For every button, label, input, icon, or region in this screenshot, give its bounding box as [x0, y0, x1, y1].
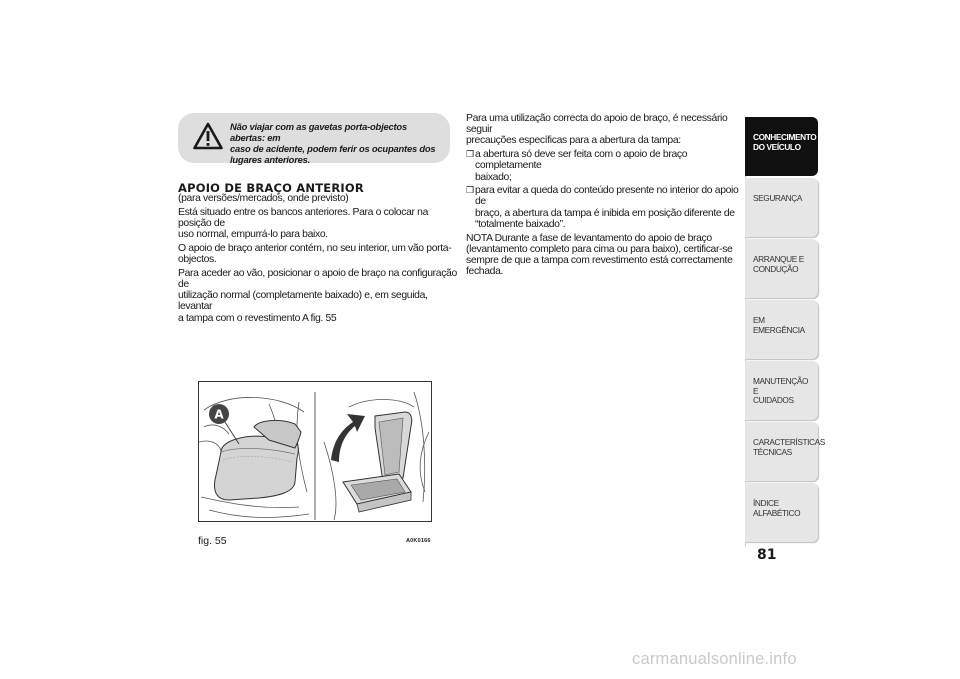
text-line: (para versões/mercados, onde previsto) [178, 193, 349, 204]
tab-label [753, 255, 815, 274]
tab-label-line: CARACTERÍSTICAS [753, 437, 825, 447]
text-line: braço, a abertura da tampa é inibida em posição diferente de [475, 207, 735, 219]
warning-text [230, 121, 444, 165]
tab-label [753, 316, 815, 335]
tab-label [753, 194, 815, 204]
warning-box [178, 113, 450, 163]
watermark: carmanualsonline.info [632, 650, 797, 668]
text-line: uso normal, empurrá-lo para baixo. [178, 229, 328, 241]
tab-label-line: CUIDADOS [753, 395, 794, 405]
tab-label-line: EM EMERGÊNCIA [753, 315, 805, 335]
tab-caracteristicas-tecnicas[interactable] [745, 422, 825, 481]
text-line: Para uma utilização correcta do apoio de braço, é necessário seguir [466, 113, 728, 136]
bullet-item [466, 149, 748, 183]
warning-triangle-icon [193, 122, 223, 150]
tab-label-line: TÉCNICAS [753, 446, 792, 457]
paragraph-access [178, 268, 458, 324]
text-line: NOTA Durante a fase de levantamento do apoio de braço [466, 232, 712, 244]
tab-label-line: CONHECIMENTO [753, 132, 817, 142]
tab-label-line: CONDUÇÃO [753, 263, 799, 274]
tab-em-emergencia[interactable] [745, 300, 818, 359]
text-line: sempre de que a tampa com revestimento está correctamente fechada. [466, 254, 733, 278]
tab-manutencao-e-cuidados[interactable] [745, 361, 818, 420]
text-line: utilização normal (completamente baixado) e, em seguida, levantar [178, 290, 428, 313]
tab-label-line: ÍNDICE ALFABÉTICO [753, 498, 801, 518]
text-line: a tampa com o revestimento A fig. 55 [178, 312, 337, 324]
warning-line: lugares anteriores. [230, 154, 311, 165]
figure-caption: fig. 55 [198, 535, 227, 547]
bullet-item [466, 185, 748, 230]
tab-label [753, 377, 815, 406]
tab-label-line: ARRANQUE E [753, 254, 804, 264]
text-line: “totalmente baixado”. [475, 218, 566, 230]
tab-label [753, 133, 815, 152]
paragraph-availability [178, 193, 458, 204]
text-line: para evitar a queda do conteúdo presente no interior do apoio de [475, 185, 739, 208]
figure-code: A0K0166 [406, 538, 431, 544]
text-line: baixado; [475, 171, 512, 183]
warning-line: Não viajar com as gavetas porta-objectos abertas: em [230, 121, 407, 143]
text-line: precauções específicas para a abertura da tampa: [466, 135, 681, 147]
text-line: a abertura só deve ser feita com o apoio de braço completamente [475, 149, 688, 172]
tab-label [753, 437, 825, 457]
figure-55 [198, 381, 432, 522]
right-column [466, 113, 748, 280]
lift-arrow-icon [331, 414, 365, 462]
text-line: O apoio de braço anterior contém, no seu interior, um vão porta- [178, 242, 452, 254]
text-line: objectos. [178, 254, 217, 266]
paragraph-intro [466, 113, 748, 147]
tab-seguranca[interactable] [745, 178, 818, 237]
left-column [178, 193, 458, 326]
tab-conhecimento-do-veiculo[interactable] [745, 117, 818, 176]
tab-arranque-e-conducao[interactable] [745, 239, 818, 298]
bullet-checkbox-icon: ❒ [466, 185, 474, 196]
text-line: Para aceder ao vão, posicionar o apoio de braço na configuração de [178, 267, 457, 290]
tab-label-line: DO VEÍCULO [753, 141, 801, 152]
tab-indice-alfabetico[interactable] [745, 483, 818, 542]
page-number: 81 [757, 547, 777, 563]
paragraph-contents [178, 243, 458, 265]
tab-label [753, 499, 815, 518]
tab-label-line: MANUTENÇÃO E [753, 376, 809, 396]
text-line: Está situado entre os bancos anteriores. Para o colocar na posição de [178, 206, 429, 229]
tab-label-line: SEGURANÇA [753, 193, 802, 203]
text-line: (levantamento completo para cima ou para baixo), certificar-se [466, 243, 733, 255]
paragraph-location [178, 207, 458, 241]
bullet-checkbox-icon: ❒ [466, 149, 474, 160]
armrest-illustration [199, 382, 431, 521]
section-title: APOIO DE BRAÇO ANTERIOR [178, 181, 364, 195]
label-a-text: A [214, 407, 224, 422]
paragraph-note [466, 233, 748, 278]
warning-line: caso de acidente, podem ferir os ocupantes dos [230, 143, 436, 154]
chapter-tabs [745, 117, 825, 544]
